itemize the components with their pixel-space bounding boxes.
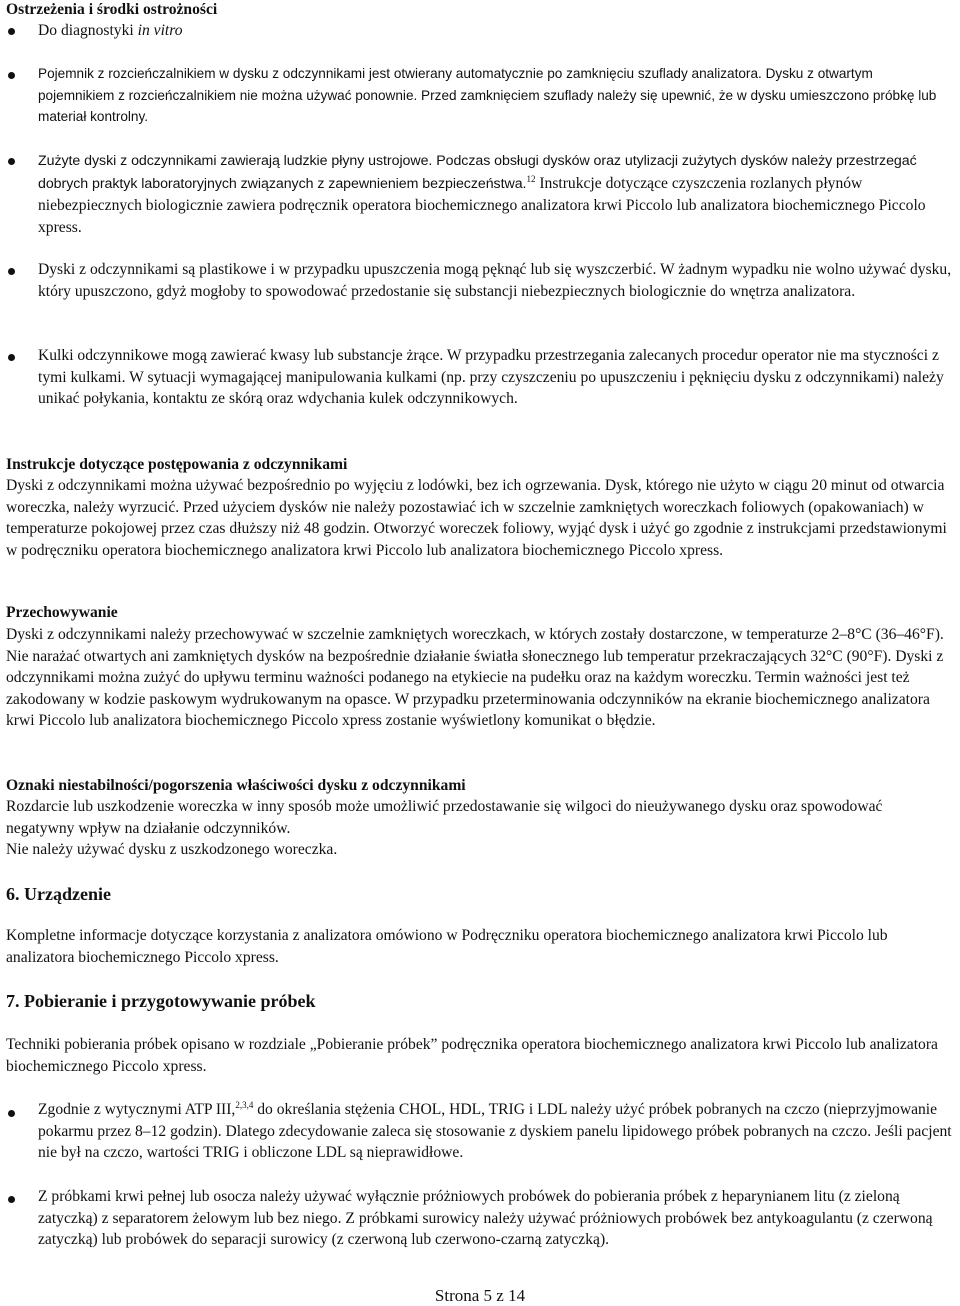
section-7-heading: 7. Pobieranie i przygotowywanie próbek bbox=[6, 991, 316, 1011]
handling-body: Dyski z odczynnikami można używać bezpośrednio po wyjęciu z lodówki, bez ich ogrzewania. Dysk, którego nie użyto w ciągu 20 minut od otwarcia woreczka, należy wyrzucić. Przed użyciem dysków nie należy pozostawiać ich w szczelnie zamkniętych woreczkach foliowych (opakowaniach) w temperaturze pokojowej przez czas dłuższy niż 48 godzin. Otworzyć woreczek foliowy, wyjąć dysk i użyć go zgodnie z instrukcjami przedstawionymi w podręczniku operatora biochemicznego analizatora krwi Piccolo lub analizatora biochemicznego Piccolo xpress. bbox=[6, 477, 947, 559]
page-number: Strona 5 z 14 bbox=[434, 1286, 526, 1305]
bullet-icon bbox=[8, 354, 15, 361]
footnote-ref: 12 bbox=[526, 173, 536, 184]
warning-item-diluent: Pojemnik z rozcieńczalnikiem w dysku z odczynnikami jest otwierany automatycznie po zamknięciu szuflady analizatora. Dysku z otwartym pojemnikiem z rozcieńczalnikiem nie można używać ponownie. Przed zamknięciem szuflady należy się upewnić, że w dysku umieszczono próbkę lub materiał kontrolny. bbox=[38, 66, 937, 125]
warning-item-biohazard: Zużyte dyski z odczynnikami zawierają ludzkie płyny ustrojowe. Podczas obsługi dysków oraz utylizacji zużytych dysków należy przestrzegać dobrych praktyk laboratoryjnych związanych z zapewnieniem bezpieczeństwa.$^{12}$ Instrukcje dotyczące czyszczenia rozlanych płynów niebezpiecznych biologicznie zawiera podręcznik operatora biochemicznego analizatora krwi Piccolo lub analizatora biochemicznego Piccolo xpress. bbox=[38, 153, 926, 236]
bullet-icon bbox=[8, 268, 15, 275]
section-6-body: Kompletne informacje dotyczące korzystania z analizatora omówiono w Podręczniku operatora biochemicznego analizatora krwi Piccolo lub analizatora biochemicznego Piccolo xpress. bbox=[6, 927, 888, 966]
bullet-icon bbox=[8, 1110, 15, 1117]
bullet-icon bbox=[8, 158, 15, 165]
instability-heading: Oznaki niestabilności/pogorszenia właściwości dysku z odczynnikami bbox=[6, 777, 466, 794]
storage-body: Dyski z odczynnikami należy przechowywać w szczelnie zamkniętych woreczkach, w których zostały dostarczone, w temperaturze 2–8°C (36–46°F). Nie narażać otwartych ani zamkniętych dysków na bezpośrednie działanie światła słonecznego lub temperatur przekraczających 32°C (90°F). Dyski z odczynnikami można zużyć do upływu terminu ważności podanego na etykiecie na pudełku oraz na każdym woreczku. Termin ważności jest też zakodowany w kodzie paskowym wydrukowanym na opasce. W przypadku przeterminowania odczynników na ekranie biochemicznego analizatora krwi Piccolo lub analizatora biochemicznego Piccolo xpress zostanie wyświetlony komunikat o błędzie. bbox=[6, 626, 944, 730]
sample-item-fasting: Zgodnie z wytycznymi ATP III,$^{2,3,4}$ do określania stężenia CHOL, HDL, TRIG i LDL należy użyć próbek pobranych na czczo (nieprzyjmowanie pokarmu przez 8–12 godzin). Dlatego zdecydowanie zaleca się stosowanie z dyskiem panelu lipidowego próbek pobranych na czczo. Jeśli pacjent nie był na czczo, wartości TRIG i obliczone LDL są nieprawidłowe. bbox=[38, 1099, 952, 1162]
warning-item-beads: Kulki odczynnikowe mogą zawierać kwasy lub substancje żrące. W przypadku przestrzegania zalecanych procedur operator nie ma styczności z tymi kulkami. W sytuacji wymagającej manipulowania kulkami (np. przy czyszczeniu po upuszczeniu i pęknięciu dysku z odczynnikami) należy unikać połykania, kontaktu ze skórą oraz wdychania kulek odczynnikowych. bbox=[38, 347, 944, 408]
storage-heading: Przechowywanie bbox=[6, 604, 118, 621]
instability-body: Rozdarcie lub uszkodzenie woreczka w inny sposób może umożliwić przedostawanie się wilgoci do nieużywanego dysku oraz spowodować negatywny wpływ na działanie odczynników. bbox=[6, 798, 883, 837]
bullet-icon bbox=[8, 28, 15, 35]
italic-in-vitro: in vitro bbox=[137, 22, 183, 39]
warning-item-invitro: Do diagnostyki in vitro bbox=[38, 22, 183, 39]
warning-item-plastic: Dyski z odczynnikami są plastikowe i w przypadku upuszczenia mogą pęknąć lub się wyszczerbić. W żadnym wypadku nie wolno używać dysku, który upuszczono, gdyż mogłoby to spowodować przedostanie się substancji niebezpiecznych biologicznie do wnętrza analizatora. bbox=[38, 261, 952, 300]
section-7-body: Techniki pobierania próbek opisano w rozdziale „Pobieranie próbek” podręcznika operatora biochemicznego analizatora krwi Piccolo lub analizatora biochemicznego Piccolo xpress. bbox=[6, 1036, 938, 1075]
sample-item-tubes: Z próbkami krwi pełnej lub osocza należy używać wyłącznie próżniowych probówek do pobierania próbek z heparynianem litu (z zieloną zatyczką) z separatorem żelowym lub bez niego. Z próbkami surowicy należy używać próżniowych probówek bez antykoagulantu (z czerwoną zatyczką) lub probówek do separacji surowicy (z czerwoną lub czerwono-czarną zatyczką). bbox=[38, 1188, 933, 1249]
footnote-ref: 2,3,4 bbox=[235, 1099, 254, 1110]
instability-body-2: Nie należy używać dysku z uszkodzonego woreczka. bbox=[6, 841, 338, 858]
bullet-icon bbox=[8, 72, 15, 79]
handling-heading: Instrukcje dotyczące postępowania z odczynnikami bbox=[6, 456, 348, 473]
bullet-icon bbox=[8, 1196, 15, 1203]
section-6-heading: 6. Urządzenie bbox=[6, 884, 111, 904]
warnings-heading: Ostrzeżenia i środki ostrożności bbox=[6, 1, 218, 18]
